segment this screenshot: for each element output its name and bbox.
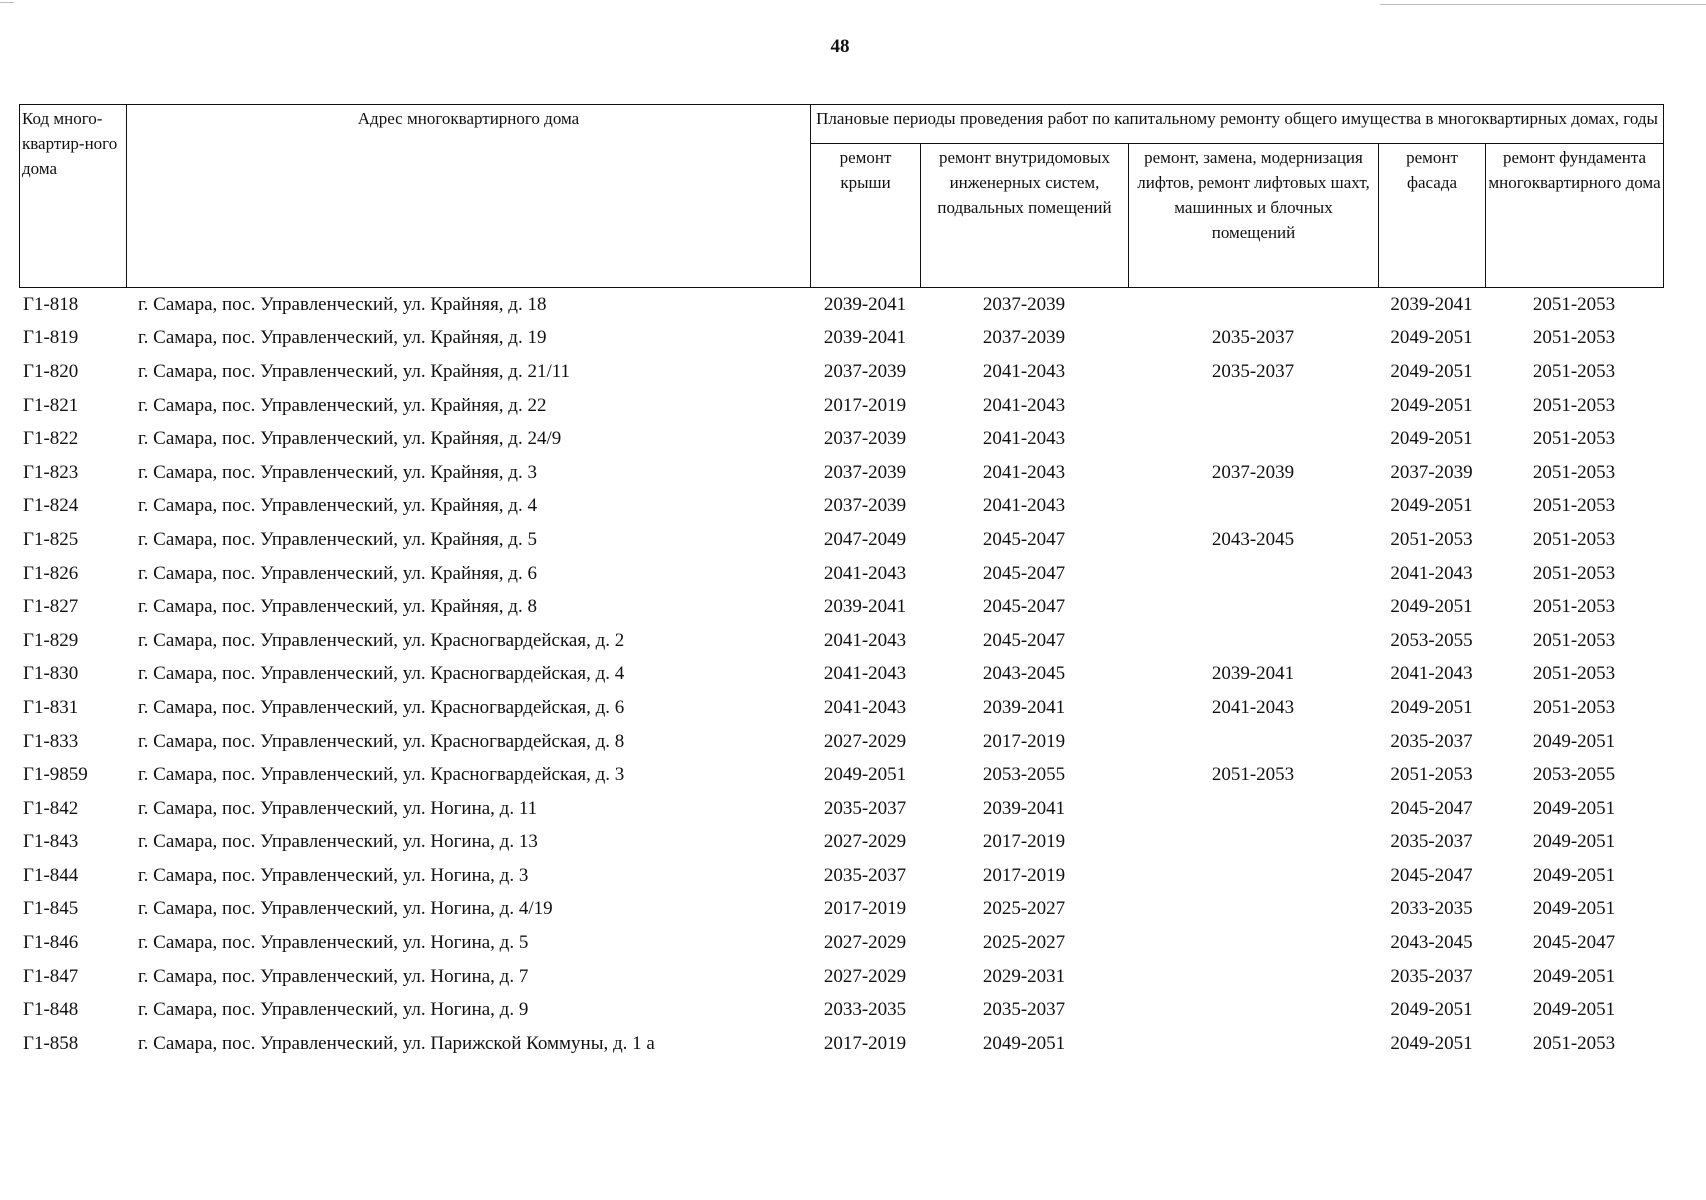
cell-elevators <box>1128 422 1378 456</box>
cell-facade: 2045-2047 <box>1390 797 1473 819</box>
cell-address: г. Самара, пос. Управленческий, ул. Крайняя, д. 21/11 <box>138 360 571 382</box>
cell-code: Г1-847 <box>23 965 79 987</box>
cell-address: г. Самара, пос. Управленческий, ул. Крайняя, д. 3 <box>138 461 537 483</box>
table-row <box>19 859 1663 893</box>
cell-foundation: 2051-2053 <box>1532 428 1616 450</box>
cell-code: Г1-845 <box>23 898 79 920</box>
cell-facade: 2049-2051 <box>1390 495 1473 517</box>
table-row <box>19 658 1663 692</box>
cell-systems: 2049-2051 <box>982 1032 1066 1054</box>
cell-code: Г1-833 <box>23 730 79 752</box>
cell-facade: 2041-2043 <box>1390 562 1473 584</box>
cell-elevators <box>1128 859 1378 893</box>
cell-roof: 2017-2019 <box>823 1032 907 1054</box>
table-row <box>19 557 1663 591</box>
cell-code: Г1-846 <box>23 932 79 954</box>
cell-systems: 2025-2027 <box>982 898 1066 920</box>
cell-roof: 2047-2049 <box>823 528 907 550</box>
cell-facade: 2051-2053 <box>1390 528 1473 550</box>
cell-foundation: 2051-2053 <box>1532 293 1616 315</box>
cell-foundation: 2051-2053 <box>1532 696 1616 718</box>
cell-elevators <box>1128 590 1378 624</box>
cell-elevators <box>1128 926 1378 960</box>
cell-roof: 2037-2039 <box>823 428 907 450</box>
cell-foundation: 2051-2053 <box>1532 629 1616 651</box>
cell-facade: 2049-2051 <box>1390 428 1473 450</box>
cell-code: Г1-843 <box>23 831 79 853</box>
cell-foundation: 2051-2053 <box>1532 528 1616 550</box>
cell-elevators <box>1128 557 1378 591</box>
header-systems: ремонт внутридомовых инженерных систем, подвальных помещений <box>921 144 1129 288</box>
cell-address: г. Самара, пос. Управленческий, ул. Ногина, д. 13 <box>138 831 538 853</box>
cell-facade: 2049-2051 <box>1390 596 1473 618</box>
cell-code: Г1-858 <box>23 1032 79 1054</box>
cell-address: г. Самара, пос. Управленческий, ул. Крайняя, д. 5 <box>138 528 537 550</box>
header-roof: ремонт крыши <box>811 144 921 288</box>
cell-code: Г1-848 <box>23 999 79 1021</box>
cell-systems: 2017-2019 <box>982 730 1066 752</box>
table-row <box>19 792 1663 826</box>
cell-code: Г1-831 <box>23 696 79 718</box>
table-row <box>19 993 1663 1027</box>
cell-foundation: 2049-2051 <box>1532 797 1616 819</box>
cell-elevators: 2043-2045 <box>1211 528 1295 550</box>
cell-roof: 2027-2029 <box>823 965 907 987</box>
table-row <box>19 1027 1663 1061</box>
table-row <box>19 490 1663 524</box>
cell-roof: 2017-2019 <box>823 394 907 416</box>
cell-foundation: 2049-2051 <box>1532 864 1616 886</box>
cell-elevators <box>1128 993 1378 1027</box>
cell-address: г. Самара, пос. Управленческий, ул. Крайняя, д. 8 <box>138 596 537 618</box>
cell-foundation: 2051-2053 <box>1532 327 1616 349</box>
cell-code: Г1-827 <box>23 596 79 618</box>
cell-foundation: 2045-2047 <box>1532 932 1616 954</box>
cell-roof: 2027-2029 <box>823 831 907 853</box>
cell-address: г. Самара, пос. Управленческий, ул. Крайняя, д. 24/9 <box>138 428 562 450</box>
cell-roof: 2049-2051 <box>823 764 907 786</box>
cell-address: г. Самара, пос. Управленческий, ул. Ногина, д. 5 <box>138 932 529 954</box>
cell-address: г. Самара, пос. Управленческий, ул. Красногвардейская, д. 2 <box>138 629 625 651</box>
cell-facade: 2041-2043 <box>1390 663 1473 685</box>
cell-foundation: 2051-2053 <box>1532 596 1616 618</box>
cell-elevators <box>1128 792 1378 826</box>
cell-systems: 2041-2043 <box>982 495 1066 517</box>
cell-systems: 2039-2041 <box>982 797 1066 819</box>
cell-address: г. Самара, пос. Управленческий, ул. Ногина, д. 9 <box>138 999 529 1021</box>
cell-code: Г1-844 <box>23 864 79 886</box>
table-row <box>19 422 1663 456</box>
header-code: Код много-квартир-ного дома <box>20 105 127 288</box>
table-row <box>19 926 1663 960</box>
table-row <box>19 826 1663 860</box>
cell-elevators <box>1128 288 1378 322</box>
cell-foundation: 2051-2053 <box>1532 1032 1616 1054</box>
cell-roof: 2041-2043 <box>823 629 907 651</box>
header-address: Адрес многоквартирного дома <box>127 105 811 288</box>
cell-foundation: 2049-2051 <box>1532 831 1616 853</box>
cell-systems: 2045-2047 <box>982 629 1066 651</box>
cell-systems: 2041-2043 <box>982 461 1066 483</box>
data-table <box>19 288 1663 1061</box>
cell-facade: 2043-2045 <box>1390 932 1473 954</box>
cell-code: Г1-9859 <box>23 764 88 786</box>
cell-systems: 2045-2047 <box>982 596 1066 618</box>
cell-systems: 2017-2019 <box>982 831 1066 853</box>
cell-code: Г1-826 <box>23 562 79 584</box>
cell-facade: 2051-2053 <box>1390 764 1473 786</box>
cell-facade: 2049-2051 <box>1390 360 1473 382</box>
cell-systems: 2025-2027 <box>982 932 1066 954</box>
table-row <box>19 389 1663 423</box>
table-row <box>19 624 1663 658</box>
cell-systems: 2053-2055 <box>982 764 1066 786</box>
cell-address: г. Самара, пос. Управленческий, ул. Крайняя, д. 22 <box>138 394 547 416</box>
cell-elevators: 2035-2037 <box>1211 360 1295 382</box>
cell-systems: 2043-2045 <box>982 663 1066 685</box>
cell-address: г. Самара, пос. Управленческий, ул. Ногина, д. 11 <box>138 797 538 819</box>
cell-address: г. Самара, пос. Управленческий, ул. Красногвардейская, д. 6 <box>138 696 625 718</box>
cell-systems: 2037-2039 <box>982 327 1066 349</box>
cell-code: Г1-822 <box>23 428 79 450</box>
table-row <box>19 456 1663 490</box>
cell-address: г. Самара, пос. Управленческий, ул. Парижской Коммуны, д. 1 а <box>138 1032 655 1054</box>
cell-roof: 2039-2041 <box>823 293 907 315</box>
cell-code: Г1-824 <box>23 495 79 517</box>
cell-facade: 2035-2037 <box>1390 965 1473 987</box>
cell-roof: 2017-2019 <box>823 898 907 920</box>
cell-facade: 2045-2047 <box>1390 864 1473 886</box>
header-elevators: ремонт, замена, модернизация лифтов, ремонт лифтовых шахт, машинных и блочных помещений <box>1129 144 1379 288</box>
cell-systems: 2037-2039 <box>982 293 1066 315</box>
cell-code: Г1-820 <box>23 360 79 382</box>
cell-elevators: 2041-2043 <box>1211 696 1295 718</box>
cell-address: г. Самара, пос. Управленческий, ул. Крайняя, д. 4 <box>138 495 537 517</box>
cell-address: г. Самара, пос. Управленческий, ул. Крайняя, д. 19 <box>138 327 547 349</box>
cell-foundation: 2051-2053 <box>1532 394 1616 416</box>
cell-roof: 2027-2029 <box>823 730 907 752</box>
cell-roof: 2037-2039 <box>823 461 907 483</box>
cell-foundation: 2049-2051 <box>1532 965 1616 987</box>
cell-foundation: 2051-2053 <box>1532 663 1616 685</box>
cell-facade: 2049-2051 <box>1390 696 1473 718</box>
cell-address: г. Самара, пос. Управленческий, ул. Ногина, д. 3 <box>138 864 529 886</box>
cell-address: г. Самара, пос. Управленческий, ул. Крайняя, д. 6 <box>138 562 537 584</box>
cell-roof: 2039-2041 <box>823 327 907 349</box>
cell-systems: 2029-2031 <box>982 965 1066 987</box>
cell-elevators <box>1128 725 1378 759</box>
cell-address: г. Самара, пос. Управленческий, ул. Ногина, д. 4/19 <box>138 898 553 920</box>
cell-elevators <box>1128 624 1378 658</box>
cell-facade: 2035-2037 <box>1390 730 1473 752</box>
cell-elevators <box>1128 893 1378 927</box>
cell-code: Г1-819 <box>23 327 79 349</box>
cell-code: Г1-823 <box>23 461 79 483</box>
cell-elevators <box>1128 490 1378 524</box>
table-row <box>19 288 1663 322</box>
cell-roof: 2039-2041 <box>823 596 907 618</box>
cell-systems: 2041-2043 <box>982 360 1066 382</box>
scan-artifact-line <box>1380 4 1706 5</box>
cell-roof: 2041-2043 <box>823 663 907 685</box>
cell-foundation: 2051-2053 <box>1532 461 1616 483</box>
cell-facade: 2039-2041 <box>1390 293 1473 315</box>
cell-elevators: 2039-2041 <box>1211 663 1295 685</box>
cell-facade: 2037-2039 <box>1390 461 1473 483</box>
cell-address: г. Самара, пос. Управленческий, ул. Красногвардейская, д. 4 <box>138 663 625 685</box>
cell-elevators: 2051-2053 <box>1211 764 1295 786</box>
cell-roof: 2027-2029 <box>823 932 907 954</box>
cell-foundation: 2049-2051 <box>1532 999 1616 1021</box>
cell-code: Г1-829 <box>23 629 79 651</box>
cell-roof: 2037-2039 <box>823 495 907 517</box>
cell-foundation: 2053-2055 <box>1532 764 1616 786</box>
header-periods: Плановые периоды проведения работ по капитальному ремонту общего имущества в многоквартирных домах, годы <box>811 105 1664 144</box>
cell-code: Г1-818 <box>23 293 79 315</box>
cell-foundation: 2051-2053 <box>1532 495 1616 517</box>
cell-code: Г1-821 <box>23 394 79 416</box>
cell-foundation: 2049-2051 <box>1532 730 1616 752</box>
cell-foundation: 2051-2053 <box>1532 562 1616 584</box>
table-row <box>19 523 1663 557</box>
cell-code: Г1-842 <box>23 797 79 819</box>
cell-address: г. Самара, пос. Управленческий, ул. Красногвардейская, д. 8 <box>138 730 625 752</box>
cell-facade: 2049-2051 <box>1390 327 1473 349</box>
cell-facade: 2049-2051 <box>1390 999 1473 1021</box>
cell-systems: 2041-2043 <box>982 428 1066 450</box>
table-row <box>19 960 1663 994</box>
cell-elevators <box>1128 960 1378 994</box>
cell-systems: 2035-2037 <box>982 999 1066 1021</box>
table-row <box>19 893 1663 927</box>
scan-artifact-line <box>0 2 14 3</box>
header-foundation: ремонт фундамента многоквартирного дома <box>1486 144 1664 288</box>
cell-elevators <box>1128 1027 1378 1061</box>
cell-systems: 2039-2041 <box>982 696 1066 718</box>
table-row <box>19 355 1663 389</box>
cell-facade: 2049-2051 <box>1390 394 1473 416</box>
cell-roof: 2033-2035 <box>823 999 907 1021</box>
cell-address: г. Самара, пос. Управленческий, ул. Крайняя, д. 18 <box>138 293 547 315</box>
cell-elevators: 2037-2039 <box>1211 461 1295 483</box>
cell-facade: 2049-2051 <box>1390 1032 1473 1054</box>
cell-systems: 2017-2019 <box>982 864 1066 886</box>
cell-elevators <box>1128 826 1378 860</box>
cell-foundation: 2051-2053 <box>1532 360 1616 382</box>
cell-code: Г1-830 <box>23 663 79 685</box>
cell-roof: 2035-2037 <box>823 797 907 819</box>
table-row <box>19 725 1663 759</box>
table-row <box>19 691 1663 725</box>
cell-elevators: 2035-2037 <box>1211 327 1295 349</box>
cell-foundation: 2049-2051 <box>1532 898 1616 920</box>
cell-elevators <box>1128 389 1378 423</box>
header-facade: ремонт фасада <box>1379 144 1486 288</box>
cell-systems: 2045-2047 <box>982 528 1066 550</box>
table-header <box>19 104 1664 288</box>
cell-facade: 2033-2035 <box>1390 898 1473 920</box>
cell-facade: 2053-2055 <box>1390 629 1473 651</box>
table-row <box>19 322 1663 356</box>
cell-address: г. Самара, пос. Управленческий, ул. Ногина, д. 7 <box>138 965 529 987</box>
cell-roof: 2041-2043 <box>823 562 907 584</box>
cell-roof: 2035-2037 <box>823 864 907 886</box>
cell-facade: 2035-2037 <box>1390 831 1473 853</box>
table-row <box>19 590 1663 624</box>
cell-systems: 2041-2043 <box>982 394 1066 416</box>
cell-systems: 2045-2047 <box>982 562 1066 584</box>
cell-code: Г1-825 <box>23 528 79 550</box>
table-row <box>19 758 1663 792</box>
cell-address: г. Самара, пос. Управленческий, ул. Красногвардейская, д. 3 <box>138 764 625 786</box>
page-number: 48 <box>830 36 850 57</box>
cell-roof: 2041-2043 <box>823 696 907 718</box>
cell-roof: 2037-2039 <box>823 360 907 382</box>
